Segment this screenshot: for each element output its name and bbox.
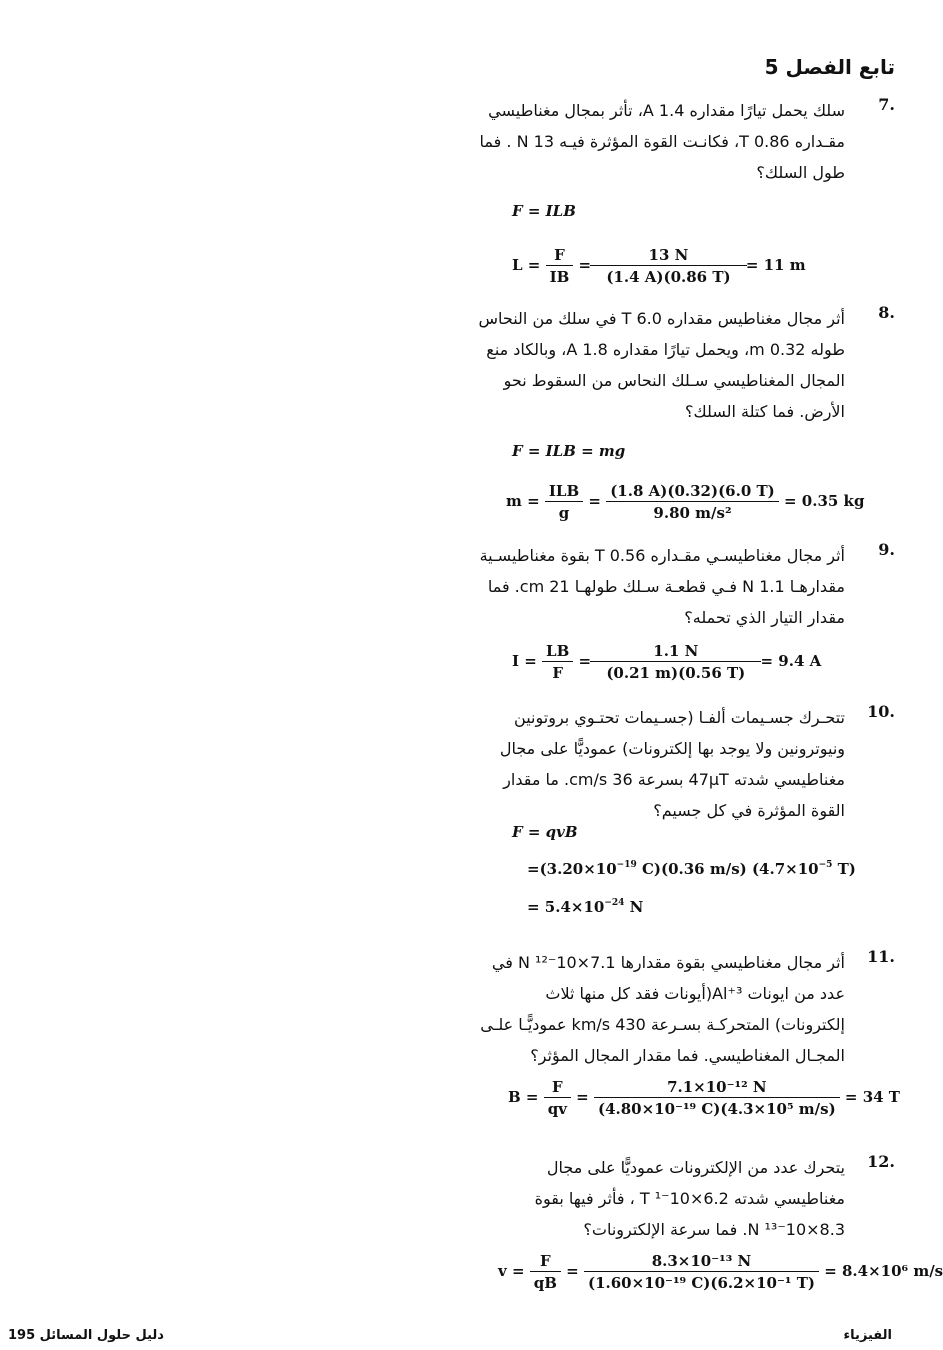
problem-11 <box>475 947 895 1071</box>
problem-number: .10 <box>867 702 895 721</box>
frac-numerator: 8.3×10⁻¹³ N <box>584 1252 819 1272</box>
eq-lhs: L = <box>512 256 541 274</box>
eq-lhs: I = <box>512 652 537 670</box>
frac-denominator: g <box>558 504 570 522</box>
problem-number: .7 <box>878 95 895 114</box>
frac-denominator: qB <box>533 1274 557 1292</box>
equation <box>512 202 576 220</box>
problem-text: أثر مجال مغناطيس مقداره 6.0 T في سلك من النحاس طوله 0.32 m، ويحمل تيارًا مقداره 1.8 A، وبالكاد منع المجال المغناطيسي سـلك النحاس من السقوط نحو الأرض. فما كتلة السلك؟ <box>478 309 845 421</box>
frac-numerator: 1.1 N <box>590 642 761 662</box>
frac-numerator: 13 N <box>590 246 746 266</box>
eq-part: C)(0.36 m/s) (4.7×10 <box>636 860 819 878</box>
frac-denominator: (1.60×10⁻¹⁹ C)(6.2×10⁻¹ T) <box>587 1274 815 1292</box>
equation <box>512 246 806 286</box>
eq-sign: = <box>578 256 592 274</box>
frac-numerator: (1.8 A)(0.32)(6.0 T) <box>606 482 779 502</box>
eq-part: = 5.4×10 <box>527 898 605 916</box>
exponent: −19 <box>616 860 637 870</box>
problem-text: تتحـرك جسـيمات ألفـا (جسـيمات تحتـوي بروتونين ونيوترونين ولا يوجد بها إلكترونات) عموديًّا على مجال مغناطيسي شدته 47μT بسرعة 36 cm/s. ما مقدار القوة المؤثرة في كل جسيم؟ <box>499 708 845 820</box>
equation <box>512 823 578 841</box>
equation <box>512 442 625 460</box>
problem-text: أثر مجال مغناطيسـي مقـداره 0.56 T بقوة مغناطيسـية مقدارهـا 1.1 N فـي قطعـة سـلك طولهـا 21 cm. فما مقدار التيار الذي تحمله؟ <box>479 546 845 627</box>
equation-text: F = ILB <box>512 202 576 220</box>
problem-text: أثر مجال مغناطيسي بقوة مقدارها 7.1×10⁻¹² N في عدد من ايونات Al⁺³(أيونات فقد كل منها ثلاث إلكترونات) المتحركـة بسـرعة 430 km/s عموديًّـا علـى المجـال المغناطيسي. فما مقدار المجال المؤثر؟ <box>480 953 845 1065</box>
problem-12 <box>475 1152 895 1245</box>
frac-denominator: (0.21 m)(0.56 T) <box>606 664 746 682</box>
equation <box>527 898 643 916</box>
footer-subject: الفيزياء <box>843 1328 892 1343</box>
problem-text: يتحرك عدد من الإلكترونات عموديًّا على مجال مغناطيسي شدته 6.2×10⁻¹ T ، فأثر فيها بقوة 8.3×10⁻¹³ N. فما سرعة الإلكترونات؟ <box>534 1158 845 1239</box>
equation <box>512 642 821 682</box>
problem-number: .9 <box>878 540 895 559</box>
problem-7 <box>475 95 895 188</box>
problem-text: سلك يحمل تيارًا مقداره 1.4 A، تأثر بمجال مغناطيسي مقـداره 0.86 T، فكانـت القوة المؤثرة فيـه 13 N . فما طول السلك؟ <box>479 101 845 182</box>
eq-result: = 0.35 kg <box>784 492 865 510</box>
frac-numerator: F <box>530 1252 561 1272</box>
frac-numerator: ILB <box>545 482 583 502</box>
equation-text: F = ILB = mg <box>512 442 626 460</box>
footer-page-info: 195 دليل حلول المسائل <box>8 1328 164 1343</box>
frac-denominator: (4.80×10⁻¹⁹ C)(4.3×10⁵ m/s) <box>597 1100 836 1118</box>
frac-numerator: F <box>544 1078 571 1098</box>
frac-numerator: LB <box>542 642 573 662</box>
eq-sign: = <box>588 492 601 510</box>
eq-result: = 8.4×10⁶ m/s <box>824 1262 943 1280</box>
eq-result: = 9.4 A <box>760 652 822 670</box>
eq-part: T) <box>832 860 856 878</box>
frac-denominator: F <box>552 664 563 682</box>
eq-result: = 34 T <box>844 1088 900 1106</box>
eq-lhs: B = <box>508 1088 539 1106</box>
eq-result: = 11 m <box>745 256 806 274</box>
problem-number: .8 <box>878 303 895 322</box>
equation <box>506 482 864 522</box>
eq-part: =(3.20×10 <box>527 860 617 878</box>
equation-text: F = qvB <box>512 823 578 841</box>
frac-denominator: (1.4 A)(0.86 T) <box>606 268 731 286</box>
equation <box>498 1252 943 1292</box>
problem-8 <box>475 303 895 427</box>
eq-lhs: v = <box>498 1262 525 1280</box>
equation <box>527 860 856 878</box>
eq-part: N <box>624 898 644 916</box>
section-title: تابع الفصل 5 <box>764 55 895 79</box>
eq-sign: = <box>576 1088 589 1106</box>
frac-numerator: 7.1×10⁻¹² N <box>594 1078 840 1098</box>
eq-sign: = <box>578 652 592 670</box>
problem-9 <box>475 540 895 633</box>
problem-10 <box>475 702 895 826</box>
frac-denominator: 9.80 m/s² <box>653 504 732 522</box>
equation <box>508 1078 900 1118</box>
frac-numerator: F <box>546 246 574 266</box>
exponent: −24 <box>604 898 625 908</box>
problem-number: .12 <box>867 1152 895 1171</box>
exponent: −5 <box>818 860 833 870</box>
eq-sign: = <box>566 1262 579 1280</box>
frac-denominator: qv <box>547 1100 567 1118</box>
frac-denominator: IB <box>549 268 570 286</box>
eq-lhs: m = <box>506 492 540 510</box>
problem-number: .11 <box>867 947 895 966</box>
